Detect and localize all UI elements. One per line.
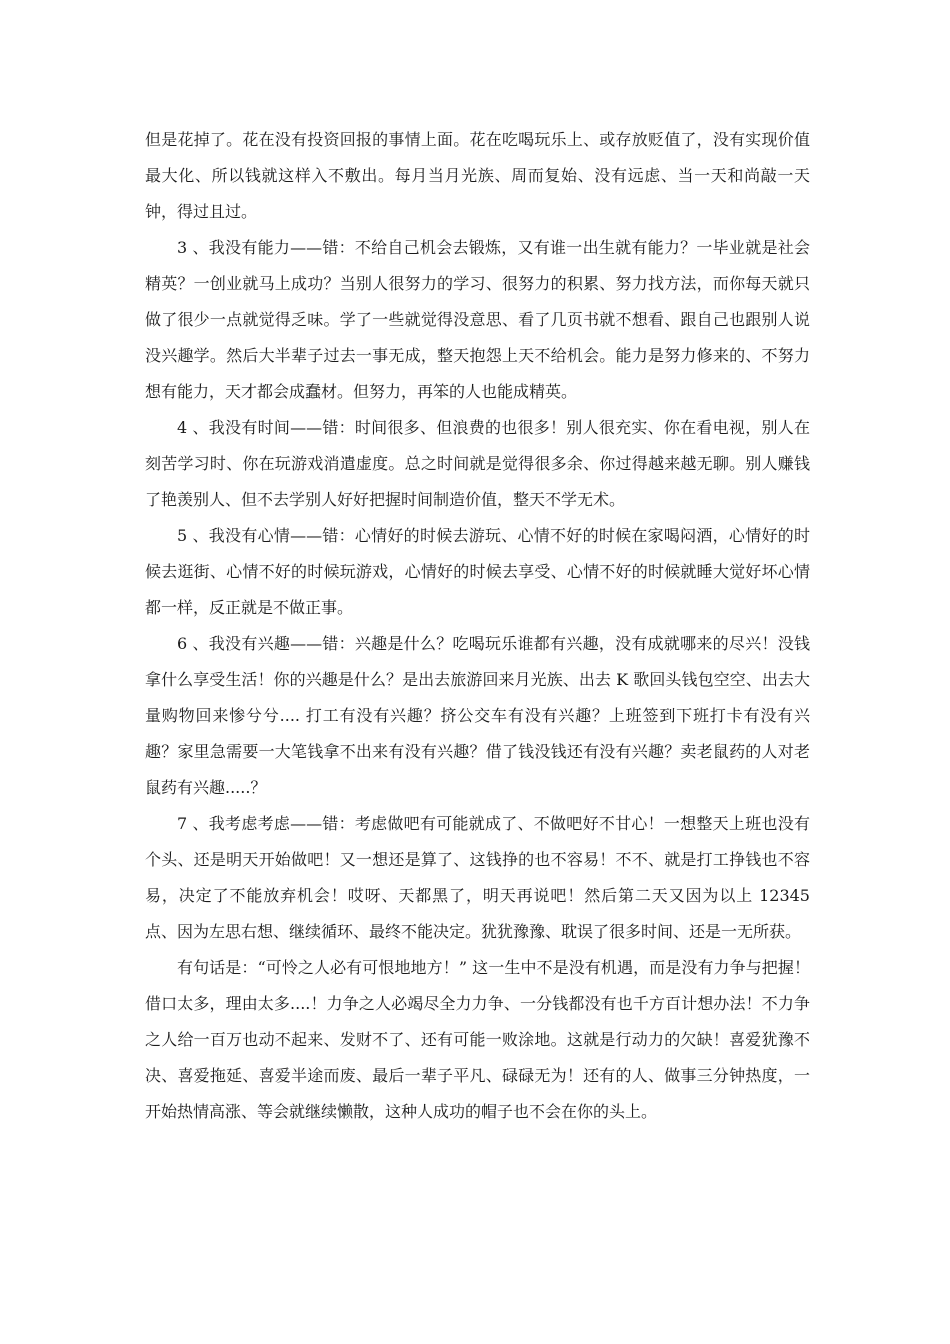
paragraph-point-5: 5 、我没有心情——错：心情好的时候去游玩、心情不好的时候在家喝闷酒，心情好的时候去逛街、心情不好的时候玩游戏，心情好的时候去享受、心情不好的时候就睡大觉好坏心情都一样，反正就是不做正事。	[145, 526, 810, 617]
paragraph-point-3: 3 、我没有能力——错：不给自己机会去锻炼，又有谁一出生就有能力？一毕业就是社会精英？一创业就马上成功？当别人很努力的学习、很努力的积累、努力找方法，而你每天就只做了很少一点就觉得乏味。学了一些就觉得没意思、看了几页书就不想看、跟自己也跟别人说没兴趣学。然后大半辈子过去一事无成，整天抱怨上天不给机会。能力是努力修来的、不努力想有能力，天才都会成蠢材。但努力，再笨的人也能成精英。	[145, 238, 810, 401]
paragraph-conclusion: 有句话是：“可怜之人必有可恨地地方！” 这一生中不是没有机遇，而是没有力争与把握！借口太多，理由太多....！力争之人必竭尽全力力争、一分钱都没有也千方百计想办法！不力争之人给一百万也动不起来、发财不了、还有可能一败涂地。这就是行动力的欠缺！喜爱犹豫不决、喜爱拖延、喜爱半途而废、最后一辈子平凡、碌碌无为！还有的人、做事三分钟热度，一开始热情高涨、等会就继续懒散，这种人成功的帽子也不会在你的头上。	[145, 958, 810, 1121]
paragraph-point-6: 6 、我没有兴趣——错：兴趣是什么？吃喝玩乐谁都有兴趣，没有成就哪来的尽兴！没钱拿什么享受生活！你的兴趣是什么？是出去旅游回来月光族、出去 K 歌回头钱包空空、出去大量购物回来惨兮兮.... 打工有没有兴趣？挤公交车有没有兴趣？上班签到下班打卡有没有兴趣？家里急需要一大笔钱拿不出来有没有兴趣？借了钱没钱还有没有兴趣？卖老鼠药的人对老鼠药有兴趣.....？	[145, 634, 810, 797]
document-body	[145, 122, 810, 1130]
paragraph-point-4: 4 、我没有时间——错：时间很多、但浪费的也很多！别人很充实、你在看电视，别人在刻苦学习时、你在玩游戏消遣虚度。总之时间就是觉得很多余、你过得越来越无聊。别人赚钱了艳羡别人、但不去学别人好好把握时间制造价值，整天不学无术。	[145, 418, 810, 509]
paragraph-continuation: 但是花掉了。花在没有投资回报的事情上面。花在吃喝玩乐上、或存放贬值了，没有实现价值最大化、所以钱就这样入不敷出。每月当月光族、周而复始、没有远虑、当一天和尚敲一天钟，得过且过。	[145, 130, 810, 221]
paragraph-point-7: 7 、我考虑考虑——错：考虑做吧有可能就成了、不做吧好不甘心！一想整天上班也没有个头、还是明天开始做吧！又一想还是算了、这钱挣的也不容易！不不、就是打工挣钱也不容易，决定了不能放弃机会！哎呀、天都黑了，明天再说吧！然后第二天又因为以上 12345 点、因为左思右想、继续循环、最终不能决定。犹犹豫豫、耽误了很多时间、还是一无所获。	[145, 814, 810, 941]
